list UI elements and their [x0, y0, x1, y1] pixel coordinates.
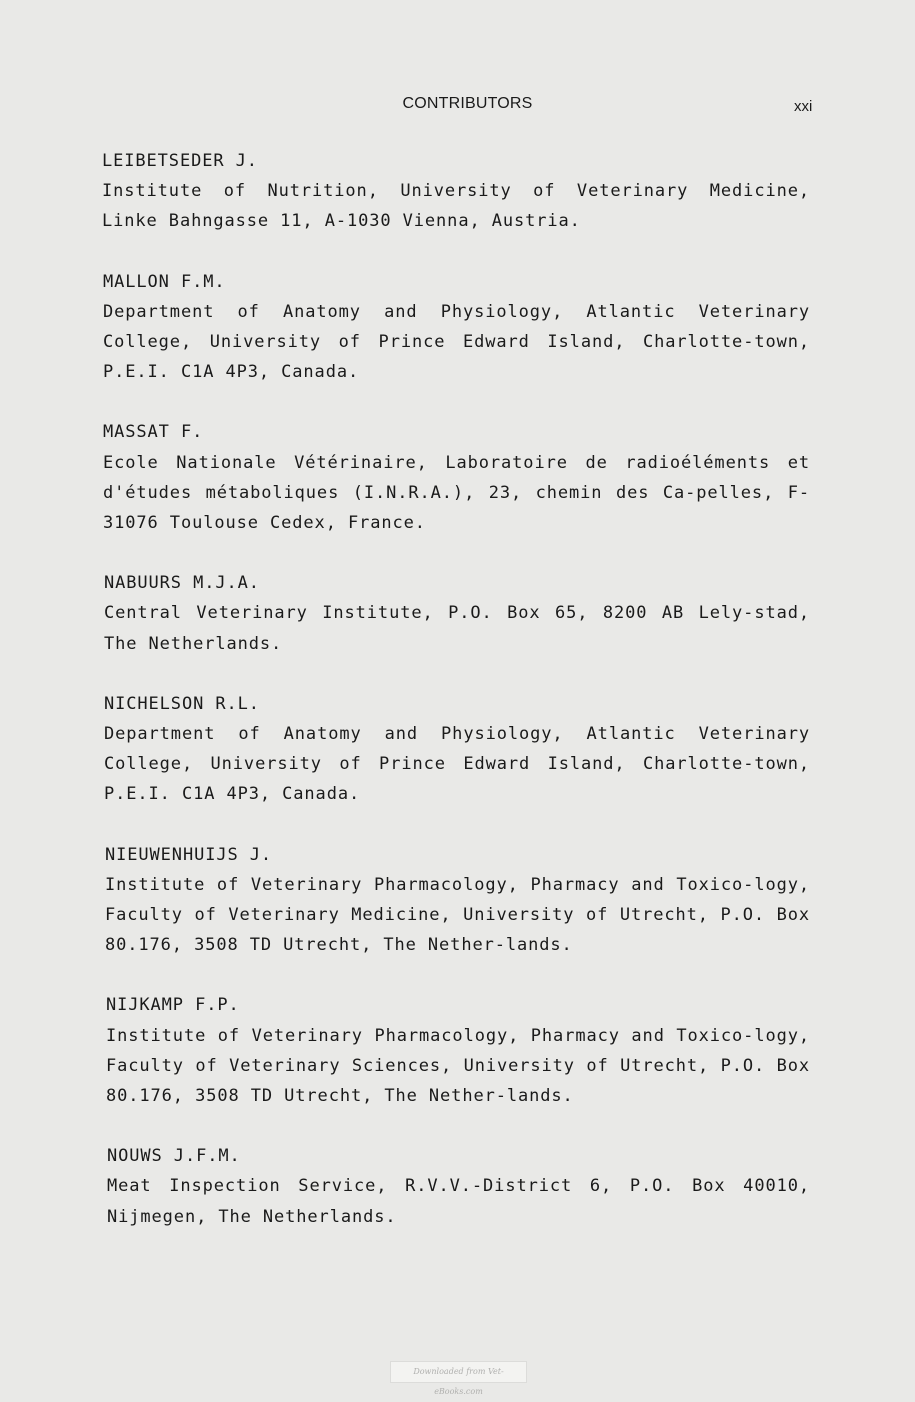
contributor-address: Ecole Nationale Vétérinaire, Laboratoire de radioéléments et d'études métaboliques (I.N.R.A.), 23, chemin des Ca-pelles, F-31076 Toulouse Cedex, France.: [103, 452, 810, 534]
contributor-name: MALLON F.M.: [103, 271, 226, 292]
contributor-name: LEIBETSEDER J.: [102, 151, 258, 171]
contributor-address: Department of Anatomy and Physiology, Atlantic Veterinary College, University of Prince Edward Island, Charlotte-town, P.E.I. C1A 4P3, Canada.: [104, 724, 810, 805]
contributor-list: [102, 146, 810, 1262]
contributor-address: Institute of Nutrition, University of Veterinary Medicine, Linke Bahngasse 11, A-1030 Vienna, Austria.: [102, 181, 810, 232]
contributor-name: MASSAT F.: [103, 422, 204, 443]
contributor-entry: [104, 568, 810, 659]
contributor-name: NIJKAMP F.P.: [106, 995, 240, 1016]
page-number: xxi: [794, 98, 813, 115]
contributor-entry: [106, 990, 810, 1111]
contributor-entry: [107, 1141, 810, 1232]
contributor-entry: [102, 146, 810, 237]
contributor-name: NICHELSON R.L.: [104, 693, 260, 714]
page-header: [0, 95, 915, 119]
download-watermark: Downloaded from Vet-eBooks.com: [390, 1361, 527, 1383]
contributor-entry: [103, 417, 810, 538]
page-title: CONTRIBUTORS: [402, 95, 533, 112]
contributor-address: Institute of Veterinary Pharmacology, Pharmacy and Toxico-logy, Faculty of Veterinary Medicine, University of Utrecht, P.O. Box 80.176, 3508 TD Utrecht, The Nether-lands.: [105, 874, 810, 956]
contributor-name: NABUURS M.J.A.: [104, 573, 260, 594]
contributor-address: Department of Anatomy and Physiology, Atlantic Veterinary College, University of Prince Edward Island, Charlotte-town, P.E.I. C1A 4P3, Canada.: [103, 301, 810, 383]
contributor-address: Meat Inspection Service, R.V.V.-District 6, P.O. Box 40010, Nijmegen, The Netherlands.: [107, 1176, 810, 1227]
contributor-name: NIEUWENHUIJS J.: [105, 844, 273, 865]
contributor-address: Institute of Veterinary Pharmacology, Pharmacy and Toxico-logy, Faculty of Veterinary Sciences, University of Utrecht, P.O. Box 80.176, 3508 TD Utrecht, The Nether-lands.: [106, 1025, 810, 1107]
contributor-entry: [103, 267, 810, 388]
contributor-address: Central Veterinary Institute, P.O. Box 65, 8200 AB Lely-stad, The Netherlands.: [104, 603, 810, 654]
contributor-entry: [105, 840, 810, 961]
contributor-name: NOUWS J.F.M.: [107, 1146, 241, 1167]
contributor-entry: [104, 689, 810, 810]
